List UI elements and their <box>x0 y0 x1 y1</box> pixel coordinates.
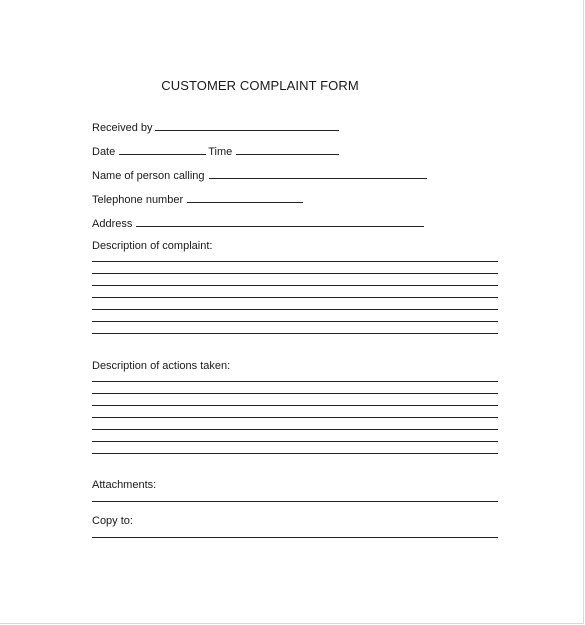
received-by-label: Received by <box>92 122 153 134</box>
address-row <box>92 216 426 230</box>
date-field[interactable] <box>119 144 206 155</box>
attachments-label: Attachments: <box>92 479 157 491</box>
complaint-line[interactable] <box>92 273 498 274</box>
time-field[interactable] <box>236 144 339 155</box>
telephone-field[interactable] <box>187 192 303 203</box>
person-calling-label: Name of person calling <box>92 170 205 182</box>
copy-to-label: Copy to: <box>92 515 133 527</box>
telephone-row <box>92 192 305 206</box>
received-by-row <box>92 120 341 134</box>
complaint-line[interactable] <box>92 321 498 322</box>
actions-line[interactable] <box>92 381 498 382</box>
address-field[interactable] <box>136 216 424 227</box>
complaint-line[interactable] <box>92 309 498 310</box>
attachments-line[interactable] <box>92 501 498 502</box>
complaint-label: Description of complaint: <box>92 240 213 252</box>
actions-line[interactable] <box>92 453 498 454</box>
telephone-label: Telephone number <box>92 194 184 206</box>
complaint-line[interactable] <box>92 297 498 298</box>
received-by-field[interactable] <box>155 120 339 131</box>
actions-line[interactable] <box>92 417 498 418</box>
person-calling-field[interactable] <box>209 168 427 179</box>
address-label: Address <box>92 218 133 230</box>
complaint-line[interactable] <box>92 333 498 334</box>
complaint-line[interactable] <box>92 261 498 262</box>
date-time-row <box>92 144 341 158</box>
complaint-line[interactable] <box>92 285 498 286</box>
copy-to-line[interactable] <box>92 537 498 538</box>
person-calling-row <box>92 168 429 182</box>
time-label: Time <box>208 146 233 158</box>
form-title: CUSTOMER COMPLAINT FORM <box>161 78 359 93</box>
actions-line[interactable] <box>92 429 498 430</box>
actions-label: Description of actions taken: <box>92 360 231 372</box>
actions-line[interactable] <box>92 441 498 442</box>
actions-line[interactable] <box>92 405 498 406</box>
date-label: Date <box>92 146 116 158</box>
actions-line[interactable] <box>92 393 498 394</box>
